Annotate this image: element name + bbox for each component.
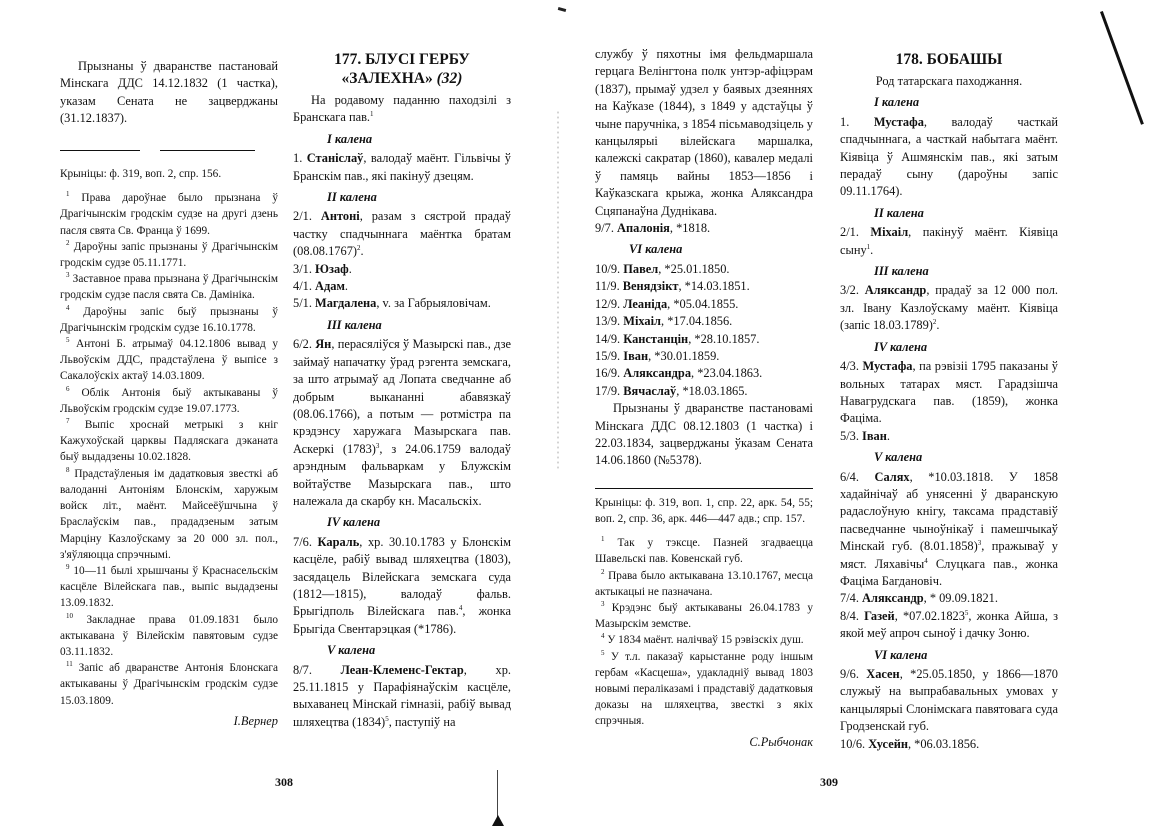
- footnote: [60, 466, 278, 563]
- origin-paragraph: Род татарскага паходжання.: [875, 74, 1023, 88]
- entry-text: , *05.04.1855.: [667, 296, 739, 311]
- entry-text: .: [360, 244, 364, 259]
- footnote-text: Так у тэксце. Пазней згадваецца Шавельскі пав. Ковенскай губ.: [595, 537, 814, 566]
- footnote-text: У т.л. паказаў карыстанне роду іншым гербам «Касцеша», удакладніў вывад 1803 новымі пераліказамі і прадставіў дадатковыя доказы на шляхецтва, звесткі з якіх спрэчныя.: [595, 650, 813, 728]
- genealogy-entry: [595, 220, 813, 237]
- footnote-number: 4: [601, 632, 605, 641]
- person-name: Аляксандра: [623, 366, 692, 381]
- entry-text: .: [886, 428, 891, 443]
- entry-text: , *06.03.1856.: [907, 736, 980, 751]
- entry-list: [595, 261, 813, 400]
- scan-artifact-line: [497, 770, 498, 818]
- entry-id: 9/7.: [595, 221, 614, 236]
- footnotes-list: [595, 535, 813, 729]
- page-309-left-column: [595, 46, 813, 751]
- footnote-number: 3: [601, 600, 605, 609]
- entry-id: 10/9.: [595, 261, 621, 276]
- generation-heading: II калена: [874, 205, 924, 220]
- footnote: [60, 239, 278, 271]
- person-name: Хусейн: [868, 736, 908, 751]
- footnote-number: 5: [601, 648, 605, 657]
- person-name: Станіслаў: [306, 151, 364, 166]
- footnote-number: 7: [66, 417, 70, 426]
- footnote-text: 10—11 былі хрышчаны ў Краснасельскім касцёле Вілейскага пав., выпіс выдадзены 13.09.1832.: [60, 564, 279, 610]
- separator-rule: [60, 140, 278, 160]
- entry-text: , хр. 30.10.1783 у Блонскім касцёле, рабіў вывад шляхецтва (1803), засядацель Вілейскага земскага суда (1812—1815), валодаў фальв. Брыгідполь Вілейскага пав.: [293, 534, 511, 619]
- entry-id: 8/7.: [293, 662, 312, 677]
- footnote-text: Облік Антонія быў актыкаваны ў Львоўскім гродскім судзе 19.07.1773.: [60, 386, 278, 415]
- entry-text: , *07.02.1823: [894, 608, 965, 623]
- entry-text: .: [348, 261, 352, 276]
- footnote: [595, 568, 813, 600]
- entry-id: 15/9.: [595, 348, 621, 363]
- entry-id: 6/4.: [840, 469, 859, 484]
- person-name: Хасен: [866, 667, 900, 681]
- footnote-number: 2: [601, 567, 605, 576]
- genealogy-entry: [840, 358, 1058, 428]
- separator-rule: [595, 488, 813, 489]
- entry-text: , па рэвізіі 1795 паказаны ў вольных татарах мяст. Гарадзішча Навагрудскага пав. (1859), жонка Фаціма.: [840, 359, 1058, 426]
- generation-heading: V калена: [327, 643, 376, 658]
- origin-paragraph: [293, 92, 511, 127]
- title-line-2: «ЗАЛЕХНА»: [341, 70, 433, 87]
- person-name: Венядзікт: [622, 279, 679, 294]
- entry-id: 2/1.: [293, 209, 312, 224]
- entry-text: , *23.04.1863.: [691, 366, 763, 381]
- footnote-ref: 4: [458, 604, 463, 613]
- entry-text: , з 24.06.1759 валодаў арэндным фальваркам у Блужскім войтаўстве Мазырскага пав., што належала да скарбу кн. Масальскіх.: [293, 441, 511, 508]
- entry-id: 16/9.: [595, 366, 621, 381]
- genealogy-entry: [595, 313, 813, 330]
- entry-text: , пакінуў маёнт. Кіявіца сыну: [840, 225, 1058, 257]
- entry-text: .: [936, 318, 940, 333]
- genealogy-list: [840, 94, 1058, 753]
- footnote: [595, 600, 813, 632]
- footnote-text: Прадстаўленыя ім дадатковыя звесткі аб валоданні Антоніям Блонскім, харужым войск літ., маёнт. Майсеёўшчына ў Браслаўскім пав., прададзеным затым Марціну Казлоўскаму за 20 000 зл. пол., з'яўляюцца спрэчнымі.: [60, 467, 278, 561]
- entry-text: .: [870, 242, 874, 257]
- person-name: Газей: [864, 608, 895, 623]
- person-name: Караль: [317, 534, 360, 549]
- footnote-text: Закладнае права 01.09.1831 было актыкавана ў Вілейскім павятовым судзе 03.11.1832.: [60, 613, 278, 658]
- person-name: Апалонія: [617, 221, 670, 236]
- footnote-number: 6: [66, 384, 70, 393]
- title-number: (32): [436, 70, 463, 87]
- footnote-ref: 2: [357, 244, 361, 253]
- entry-text: , валодаў маёнт. Гільвічы ў Бранскім пав., які пакінуў дзецям.: [293, 151, 511, 183]
- title-line-1: 177. БЛУСІ ГЕРБУ: [334, 51, 470, 68]
- footnote: [595, 535, 813, 567]
- entry-id: 14/9.: [595, 331, 621, 346]
- generation-heading: II калена: [327, 190, 377, 205]
- entry-text: , *14.03.1851.: [678, 279, 750, 294]
- entry-id: 1.: [840, 114, 850, 129]
- generation-heading: I калена: [874, 95, 920, 110]
- footnote: [60, 563, 278, 612]
- footnote-number: 1: [601, 535, 605, 544]
- person-name: Канстанцін: [623, 331, 689, 346]
- person-name: Аляксандр: [864, 283, 927, 298]
- footnote-ref: 5: [964, 608, 969, 617]
- person-name: Антоні: [320, 209, 360, 224]
- entry-text: , *28.10.1857.: [688, 331, 760, 346]
- page-309-right-column: [840, 50, 1058, 753]
- footnote: [60, 190, 278, 239]
- footnote-ref: 1: [370, 110, 374, 119]
- entry-text: , хр. 25.11.1815 у Парафіянаўскім касцёле, выхаванец Мінскай гімназіі, рабіў вывад шляхецтва (1834): [293, 662, 511, 729]
- recognition-paragraph: Прызнаны ў дваранстве пастановамі Мінскага ДДС 08.12.1803 (1 частка) і 22.03.1834, зацверджаны ўказам Сената 14.06.1860 (№5378).: [595, 401, 813, 468]
- entry-text: , валодаў часткай спадчыннага, а часткай набытага маёнт. Кіявіца ў Ашмянскім пав., які затым перадаў сыну (дароўны запіс 09.11.1764).: [840, 114, 1058, 199]
- person-name: Аляксандр: [862, 591, 924, 606]
- footnote-number: 4: [66, 303, 70, 312]
- sources-line: Крыніцы: ф. 319, воп. 1, спр. 22, арк. 54, 55; воп. 2, спр. 36, арк. 446—447 адв.; спр. 157.: [595, 496, 813, 525]
- genealogy-entry: [840, 666, 1058, 736]
- entry-text: , *10.03.1818. У 1858 хадайнічаў аб унясенні ў дваранскую радаслоўную кнігу, таксама прадставіў пасведчанне чыноўнікаў і памешчыкаў Мінскай губ. (8.01.1858): [840, 469, 1058, 554]
- entry-id: 11/9.: [595, 279, 620, 294]
- footnote-text: Заставное права прызнана ў Драгічынскім гродскім судзе пасля свята Св. Дамініка.: [60, 273, 278, 302]
- genealogy-entry: [595, 365, 813, 382]
- generation-heading: IV калена: [874, 339, 928, 354]
- origin-text: На родавому паданню паходзілі з Бранскага пав.: [293, 93, 511, 125]
- entry-text: , жонка Брыгіда Свентарэцкая (*1786).: [293, 604, 512, 636]
- footnote-number: 5: [66, 336, 70, 345]
- genealogy-entry: [595, 348, 813, 365]
- footnote-ref: 4: [924, 556, 928, 565]
- entry-text: , разам з сястрой прадаў частку спадчыннага маёнтка братам (08.08.1767): [293, 209, 511, 259]
- entry-id: 2/1.: [840, 225, 859, 240]
- genealogy-list: [293, 131, 511, 731]
- genealogy-entry: [293, 662, 511, 732]
- footnote: [60, 612, 278, 661]
- footnote: [60, 304, 278, 336]
- page-308-right-column: [293, 50, 511, 731]
- person-name: Мустафа: [862, 359, 913, 374]
- person-name: Павел: [623, 261, 659, 276]
- footnote-number: 2: [66, 239, 70, 248]
- footnote-ref: 1: [866, 242, 871, 251]
- footnote-text: Права дароўнае было прызнана ў Драгічынскім гродскім судзе на другі дзень пасля свята Св. Франца ў 1699.: [60, 192, 278, 237]
- footnote: [60, 336, 278, 385]
- entry-id: 6/2.: [293, 337, 312, 352]
- generation-heading: III калена: [874, 264, 929, 279]
- person-name: Леан-Клеменс-Гектар: [340, 662, 464, 677]
- entry-text: , *25.01.1850.: [658, 261, 730, 276]
- footnote-text: Крэдэнс быў актыкаваны 26.04.1783 у Мазырскім земстве.: [595, 601, 813, 631]
- footnote-number: 3: [66, 271, 70, 280]
- author-signature: С.Рыбчонак: [749, 734, 813, 749]
- rule-segment: [160, 150, 255, 151]
- entry-id: 4/3.: [840, 359, 859, 374]
- genealogy-entry: [595, 331, 813, 348]
- article-title-178: 178. БОБАШЫ: [895, 51, 1003, 68]
- generation-heading: I калена: [327, 131, 373, 146]
- generation-heading: VI калена: [874, 647, 928, 662]
- entry-text: , перасяліўся ў Мазырскі пав., дзе займаў напачатку ўрад рэгента земскага, за што атрымаў ад Лопата сведчанне аб добрым выкананні абавязкаў (08.06.1766), а потым — ротмістра па крэдэнсу харужага Мазырскага пав. Аскеркі (1783): [293, 337, 511, 456]
- footnotes-list: [60, 190, 278, 709]
- generation-heading: III калена: [327, 317, 382, 332]
- page-number-309: 309: [820, 775, 838, 789]
- entry-text: , v. за Габрыяловічам.: [376, 296, 491, 311]
- generation-heading: IV калена: [327, 515, 381, 530]
- footnote: [60, 271, 278, 303]
- person-name: Салях: [874, 469, 910, 484]
- genealogy-entry: [595, 296, 813, 313]
- footnote-text: Права было актыкавана 13.10.1767, месца актыкацыі не пазначана.: [595, 569, 813, 598]
- page-number-308: 308: [275, 775, 293, 789]
- genealogy-entry: [293, 295, 511, 312]
- person-name: Міхаіл: [623, 314, 662, 329]
- genealogy-entry: [840, 428, 1058, 445]
- entry-id: 8/4.: [840, 608, 859, 623]
- person-name: Юзаф: [315, 261, 349, 276]
- genealogy-entry: [840, 114, 1058, 201]
- footnote: [60, 385, 278, 417]
- entry-id: 3/1.: [293, 261, 312, 276]
- footnote-number: 11: [66, 660, 73, 669]
- person-name: Вячаслаў: [623, 383, 677, 398]
- genealogy-entry: [840, 590, 1058, 607]
- scan-artifact: [492, 815, 504, 826]
- entry-id: 5/1.: [293, 296, 312, 311]
- genealogy-entry: [293, 278, 511, 295]
- entry-id: 5/3.: [840, 428, 859, 443]
- footnote-text: Антоні Б. атрымаў 04.12.1806 вывад у Львоўскім ДДС, прадстаўлена ў выпісе з Сакалоўскіх актаў 14.03.1809.: [60, 338, 278, 383]
- footnote: [60, 660, 278, 709]
- entry-text: , *17.04.1856.: [661, 314, 733, 329]
- continuation-paragraph: службу ў пяхотны імя фельдмаршала герцага Велінгтона полк унтэр-афіцэрам (1837), прымаў удзел у баявых дзеяннях на Каўказе (1844), з 1849 у адстаўцы ў чыне паручніка, з 1854 пісьмаводзіцель у канцылярыі вілейскага маршалка, калежскі сакратар (1860), кавалер медалі ў памяць вайны 1853—1856 і Каўказскага крыжа, жонка Аляксандра Сцяпанаўна Дуднікава.: [595, 47, 813, 218]
- entry-text: , жонка Айша, з якой меў апроч сыноў і дачку Зоню.: [840, 608, 1058, 641]
- entry-text: , *18.03.1865.: [676, 383, 748, 398]
- entry-text: Слуцкага пав., жонка Фаціма Багдановіч.: [840, 556, 1058, 588]
- person-name: Леаніда: [623, 296, 668, 311]
- footnote-ref: 3: [375, 441, 380, 450]
- entry-text: , *1818.: [669, 221, 711, 236]
- footnote-text: Дароўны запіс прызнаны ў Драгічынскім гродскім судзе 05.11.1771.: [60, 240, 278, 270]
- scan-edge-artifact: [1100, 11, 1144, 125]
- footnote-ref: 2: [932, 318, 937, 327]
- page-308-left-column: [60, 58, 278, 730]
- footnote-text: Дароўны запіс быў прызнаны ў Драгічынскім гродскім судзе 16.10.1778.: [60, 305, 278, 334]
- entry-text: , паступіў на: [388, 714, 456, 729]
- footnote-ref: 3: [977, 539, 982, 548]
- sources-line: Крыніцы: ф. 319, воп. 2, спр. 156.: [60, 168, 222, 181]
- footnote-ref: 5: [385, 714, 389, 723]
- entry-text: , *30.01.1859.: [648, 348, 720, 363]
- entry-text: , * 09.09.1821.: [923, 591, 998, 606]
- genealogy-entry: [840, 736, 1058, 753]
- genealogy-entry: [595, 278, 813, 295]
- genealogy-entry: [293, 336, 511, 510]
- entry-id: 10/6.: [840, 736, 866, 751]
- entry-id: 12/9.: [595, 296, 621, 311]
- entry-id: 4/1.: [293, 279, 312, 294]
- footnote-text: У 1834 маёнт. налічваў 15 рэвізскіх душ.: [607, 634, 804, 647]
- person-name: Мустафа: [873, 114, 924, 129]
- genealogy-entry: [595, 261, 813, 278]
- article-title-177: [293, 50, 511, 88]
- footnote-number: 1: [66, 190, 70, 199]
- footnote: [595, 632, 813, 648]
- genealogy-entry: [595, 383, 813, 400]
- person-name: Міхаіл: [870, 225, 909, 240]
- entry-text: , прадаў за 12 000 пол. зл. Івану Казлоўскаму маёнт. Кіявіца (запіс 18.03.1789): [840, 283, 1058, 333]
- generation-heading: V калена: [874, 450, 923, 465]
- footnote-number: 9: [66, 563, 70, 572]
- entry-list: [595, 220, 813, 237]
- footnote-text: Выпіс хроснай метрыкі з кніг Кажухоўскай царквы Падляскага дэканата быў выдадзены 10.02.1828.: [60, 419, 278, 464]
- genealogy-entry: [293, 150, 511, 185]
- entry-id: 1.: [293, 151, 303, 166]
- footnote-number: 10: [66, 611, 73, 620]
- entry-id: 7/6.: [293, 534, 312, 549]
- footnote: [595, 649, 813, 730]
- entry-id: 13/9.: [595, 314, 621, 329]
- scan-artifact: [558, 7, 567, 12]
- footnote-number: 8: [66, 465, 70, 474]
- person-name: Іван: [623, 348, 649, 363]
- person-name: Магдалена: [315, 296, 377, 311]
- recognition-paragraph: Прызнаны ў дваранстве пастановай Мінскага ДДС 14.12.1832 (1 частка), указам Сената не зацверджаны (31.12.1837).: [60, 59, 278, 126]
- genealogy-entry: [293, 534, 511, 638]
- footnote-text: Запіс аб дваранстве Антонія Блонскага актыкаваны ў Драгічынскім гродскім судзе 15.03.1809.: [60, 662, 278, 707]
- genealogy-entry: [840, 608, 1058, 643]
- rule-segment: [60, 150, 140, 151]
- person-name: Адам: [315, 279, 345, 294]
- entry-id: 9/6.: [840, 667, 859, 681]
- author-signature: І.Вернер: [233, 713, 278, 728]
- entry-text: , *25.05.1850, у 1866—1870 служыў на выпрабавальных умовах у канцылярыі Слонімскага павятовага суда Гродзенскай губ.: [840, 667, 1058, 734]
- entry-text: , пражываў у мяст. Ляхавічы: [840, 539, 1058, 571]
- entry-id: 17/9.: [595, 383, 621, 398]
- entry-id: 7/4.: [840, 591, 859, 606]
- genealogy-entry: [840, 282, 1058, 334]
- genealogy-entry: [293, 208, 511, 260]
- entry-id: 3/2.: [840, 283, 859, 298]
- generation-heading: VI калена: [629, 242, 683, 257]
- genealogy-entry: [293, 261, 511, 278]
- person-name: Ян: [315, 337, 332, 352]
- genealogy-entry: [840, 224, 1058, 259]
- footnote: [60, 417, 278, 466]
- person-name: Іван: [862, 428, 887, 443]
- genealogy-entry: [840, 469, 1058, 591]
- book-gutter-shadow: [556, 110, 560, 470]
- entry-text: .: [344, 279, 349, 294]
